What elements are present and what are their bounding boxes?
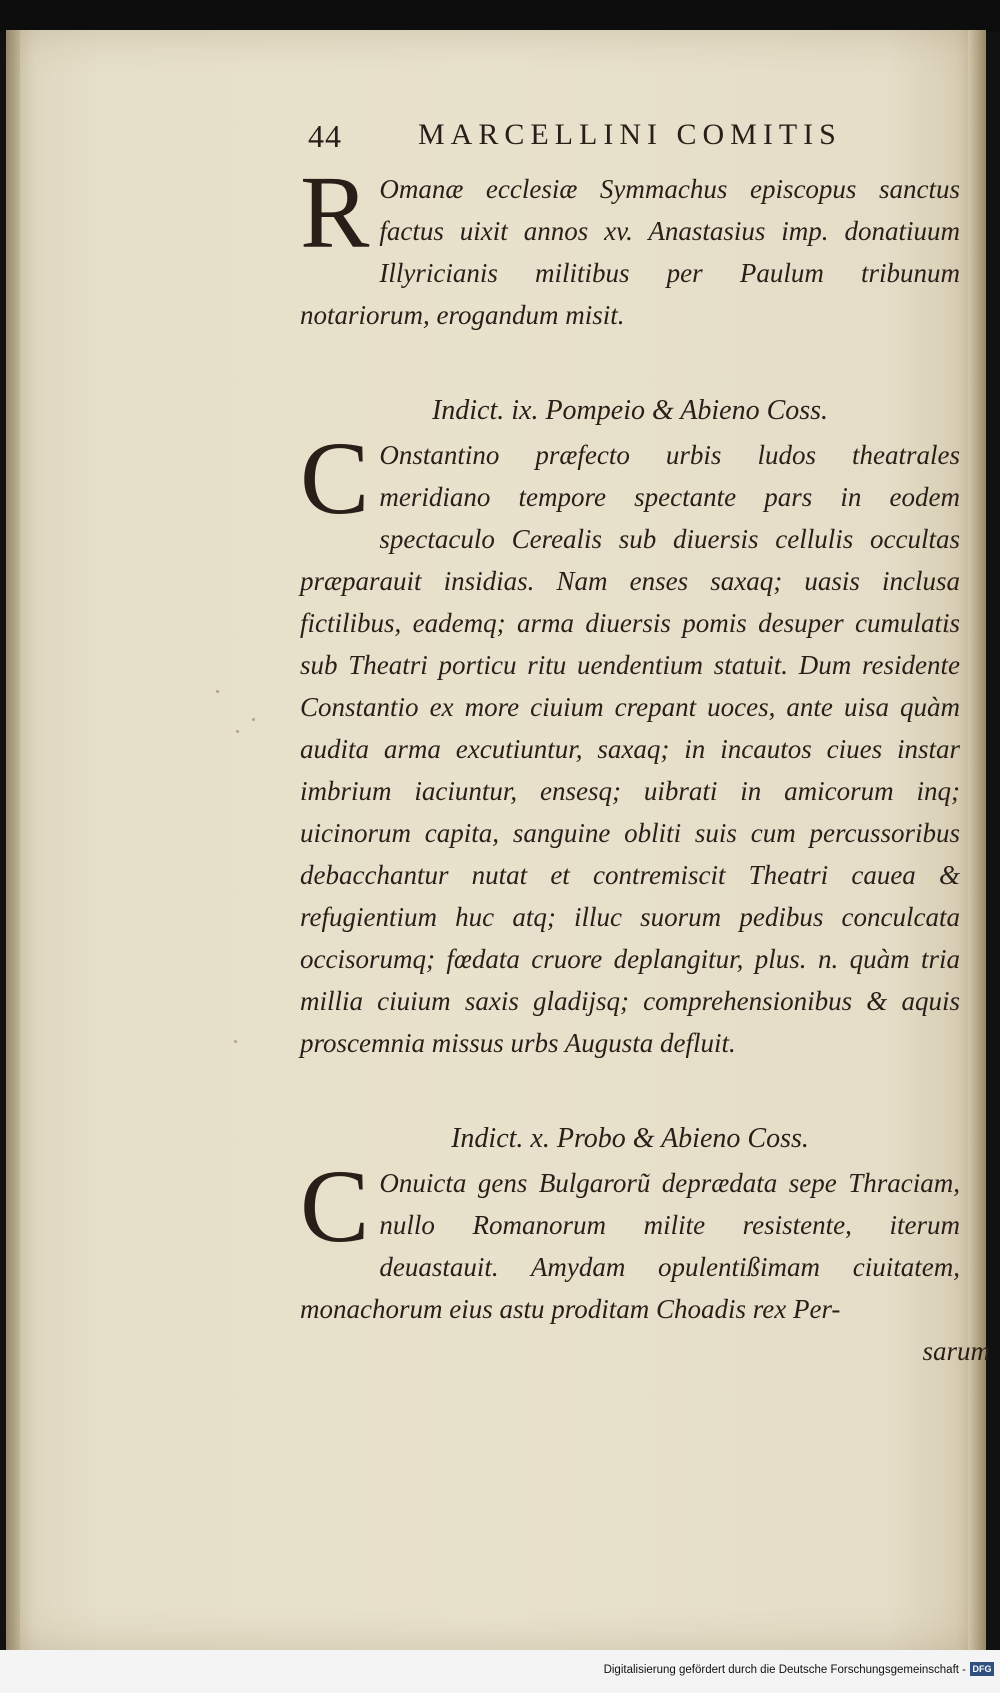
funding-notice: Digitalisierung gefördert durch die Deutsche Forschungsgemeinschaft - [603,1664,966,1676]
scanner-top-band [0,0,1000,32]
entry-paragraph [300,421,960,1064]
drop-cap: R [300,155,370,270]
drop-cap: C [300,1149,370,1264]
page-header [300,118,960,168]
catchword: sarum [922,1336,990,1366]
drop-cap: C [300,421,370,536]
page-text [300,118,990,1372]
dfg-logo: DFG [970,1662,994,1676]
entry-paragraph [300,155,960,336]
entry-text: Omanæ ecclesiæ Symmachus episcopus sanctus factus uixit annos xv. Anastasius imp. donatiuum Illyricianis militibus per Paulum tribunum notariorum, erogandum misit. [300,174,960,330]
page-gutter-edge [6,30,20,1650]
consul-heading: Indict. ix. Pompeio & Abieno Coss. [431,395,829,426]
running-head: MARCELLINI COMITIS [418,118,842,151]
entry-text: Onstantino præfecto urbis ludos theatrales meridiano tempore spectante pars in eodem spectaculo Cerealis sub diuersis cellulis occultas præparauit insidias. Nam enses saxaq; uasis inclusa fictilibus, eademq; arma diuersis pomis desuper cumulatis sub Theatri porticu ritu uendentium statuit. Dum residente Constantio ex more ciuium crepant uoces, ante uisa quàm audita arma excutiuntur, saxaq; in incautos ciues instar imbrium iaciuntur, ensesq; uibrati in amicorum inq; uicinorum capita, sanguine obliti suis cum percussoribus debacchantur nutat et contremiscit Theatri cauea & refugientium huc atq; illuc suorum pedibus conculcata occisorumq; fœdata cruore deplangitur, plus. n. quàm tria millia ciuium saxis gladijsq; comprehensionibus & aquis proscemnia missus urbs Augusta defluit. [300,440,960,1058]
footer-bar [0,1650,1000,1693]
entry-paragraph [300,1149,960,1330]
page-fore-edge [968,30,986,1650]
consul-heading: Indict. x. Probo & Abieno Coss. [451,1123,809,1154]
entry-text: Onuicta gens Bulgarorũ deprædata sepe Thraciam, nullo Romanorum milite resistente, iterum deuastauit. Amydam opulentißimam ciuitatem, monachorum eius astu proditam Choadis rex Per- [300,1168,960,1324]
page-number: 44 [308,118,342,154]
